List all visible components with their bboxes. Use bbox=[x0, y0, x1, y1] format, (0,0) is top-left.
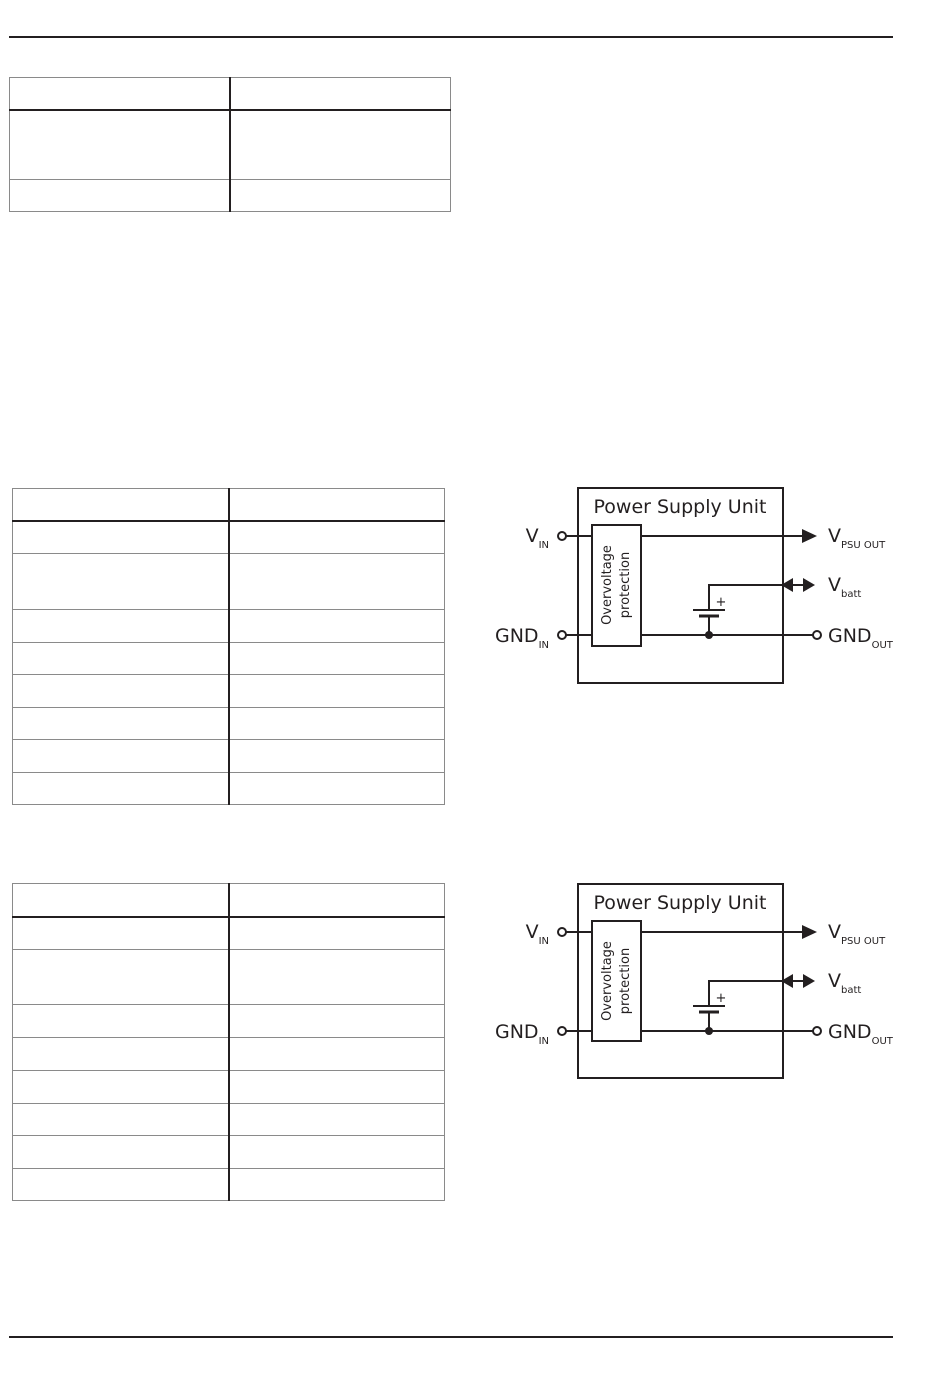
output-voltage-arrow bbox=[802, 925, 817, 939]
table-cell bbox=[10, 110, 230, 180]
battery-plus-sign: + bbox=[715, 991, 727, 1006]
input-ground-label: $GND_{IN}$ bbox=[494, 625, 549, 651]
protection-label: Overvoltage bbox=[600, 941, 615, 1021]
table-cell bbox=[10, 180, 230, 212]
table-cell bbox=[13, 708, 229, 740]
table-row bbox=[10, 110, 451, 180]
battery-plus-sign: + bbox=[715, 595, 727, 610]
table-row bbox=[13, 1071, 445, 1104]
input-voltage-label: $V_{IN}$ bbox=[525, 525, 549, 551]
protection-label: Overvoltage bbox=[600, 545, 615, 625]
table-cell bbox=[229, 1136, 445, 1169]
output-ground-terminal bbox=[813, 631, 821, 639]
table-row bbox=[13, 1136, 445, 1169]
table-row bbox=[13, 1169, 445, 1201]
table-cell bbox=[10, 78, 230, 110]
protection-label: protection bbox=[618, 551, 633, 619]
table-cell bbox=[13, 521, 229, 554]
table-cell bbox=[13, 1169, 229, 1201]
table-cell bbox=[229, 740, 445, 773]
input-voltage-terminal bbox=[558, 928, 566, 936]
table-cell bbox=[13, 740, 229, 773]
table-row bbox=[13, 1104, 445, 1136]
psu-title: Power Supply Unit bbox=[593, 496, 767, 518]
table-cell bbox=[229, 489, 445, 521]
input-ground-label: $GND_{IN}$ bbox=[494, 1021, 549, 1047]
table-header-row bbox=[13, 489, 445, 521]
table-cell bbox=[229, 917, 445, 950]
table-cell bbox=[13, 643, 229, 675]
table-cell bbox=[229, 675, 445, 708]
input-voltage-label: $V_{IN}$ bbox=[525, 921, 549, 947]
bottom-rule bbox=[9, 1336, 893, 1338]
table-row bbox=[13, 708, 445, 740]
table-cell bbox=[13, 917, 229, 950]
table-cell bbox=[13, 1104, 229, 1136]
ground-junction-dot bbox=[705, 1027, 713, 1035]
table-row bbox=[13, 1038, 445, 1071]
table-cell bbox=[229, 1071, 445, 1104]
table-row bbox=[13, 773, 445, 805]
output-voltage-label: $V_{PSU OUT}$ bbox=[828, 921, 886, 947]
table-cell bbox=[229, 950, 445, 1005]
table-row bbox=[13, 740, 445, 773]
table-row bbox=[13, 1005, 445, 1038]
table-cell bbox=[13, 489, 229, 521]
table-cell bbox=[13, 675, 229, 708]
table-cell bbox=[13, 610, 229, 643]
table-row bbox=[13, 950, 445, 1005]
battery-voltage-label: $V_{batt}$ bbox=[828, 970, 862, 996]
output-voltage-label: $V_{PSU OUT}$ bbox=[828, 525, 886, 551]
ground-junction-dot bbox=[705, 631, 713, 639]
table-row bbox=[13, 521, 445, 554]
table-cell bbox=[13, 1071, 229, 1104]
table-cell bbox=[229, 643, 445, 675]
input-voltage-terminal bbox=[558, 532, 566, 540]
table-cell bbox=[229, 1104, 445, 1136]
table-cell bbox=[229, 773, 445, 805]
table-cell bbox=[229, 1038, 445, 1071]
output-ground-terminal bbox=[813, 1027, 821, 1035]
table-header-row bbox=[13, 884, 445, 917]
table-cell bbox=[230, 78, 451, 110]
battery-voltage-label: $V_{batt}$ bbox=[828, 574, 862, 600]
table-cell bbox=[13, 884, 229, 917]
table-row bbox=[10, 180, 451, 212]
spec-table-1 bbox=[9, 77, 451, 212]
table-row bbox=[13, 917, 445, 950]
table-cell bbox=[13, 1136, 229, 1169]
table-cell bbox=[229, 554, 445, 610]
table-row bbox=[13, 554, 445, 610]
spec-table-2 bbox=[12, 488, 445, 805]
table-cell bbox=[230, 180, 451, 212]
table-cell bbox=[13, 773, 229, 805]
table-row bbox=[13, 610, 445, 643]
table-cell bbox=[229, 708, 445, 740]
table-header-row bbox=[10, 78, 451, 110]
table-cell bbox=[229, 521, 445, 554]
table-cell bbox=[230, 110, 451, 180]
output-ground-label: $GND_{OUT}$ bbox=[828, 1021, 893, 1047]
table-cell bbox=[229, 610, 445, 643]
input-ground-terminal bbox=[558, 631, 566, 639]
table-cell bbox=[229, 1169, 445, 1201]
table-cell bbox=[13, 554, 229, 610]
table-row bbox=[13, 675, 445, 708]
psu-block-diagram-1 bbox=[490, 480, 910, 695]
table-cell bbox=[229, 1005, 445, 1038]
spec-table-3 bbox=[12, 883, 445, 1201]
output-voltage-arrow bbox=[802, 529, 817, 543]
table-row bbox=[13, 643, 445, 675]
psu-title: Power Supply Unit bbox=[593, 892, 767, 914]
table-cell bbox=[13, 1038, 229, 1071]
table-cell bbox=[229, 884, 445, 917]
output-ground-label: $GND_{OUT}$ bbox=[828, 625, 893, 651]
protection-label: protection bbox=[618, 947, 633, 1015]
top-rule bbox=[9, 36, 893, 38]
input-ground-terminal bbox=[558, 1027, 566, 1035]
psu-block-diagram-2 bbox=[490, 876, 910, 1091]
table-cell bbox=[13, 1005, 229, 1038]
table-cell bbox=[13, 950, 229, 1005]
